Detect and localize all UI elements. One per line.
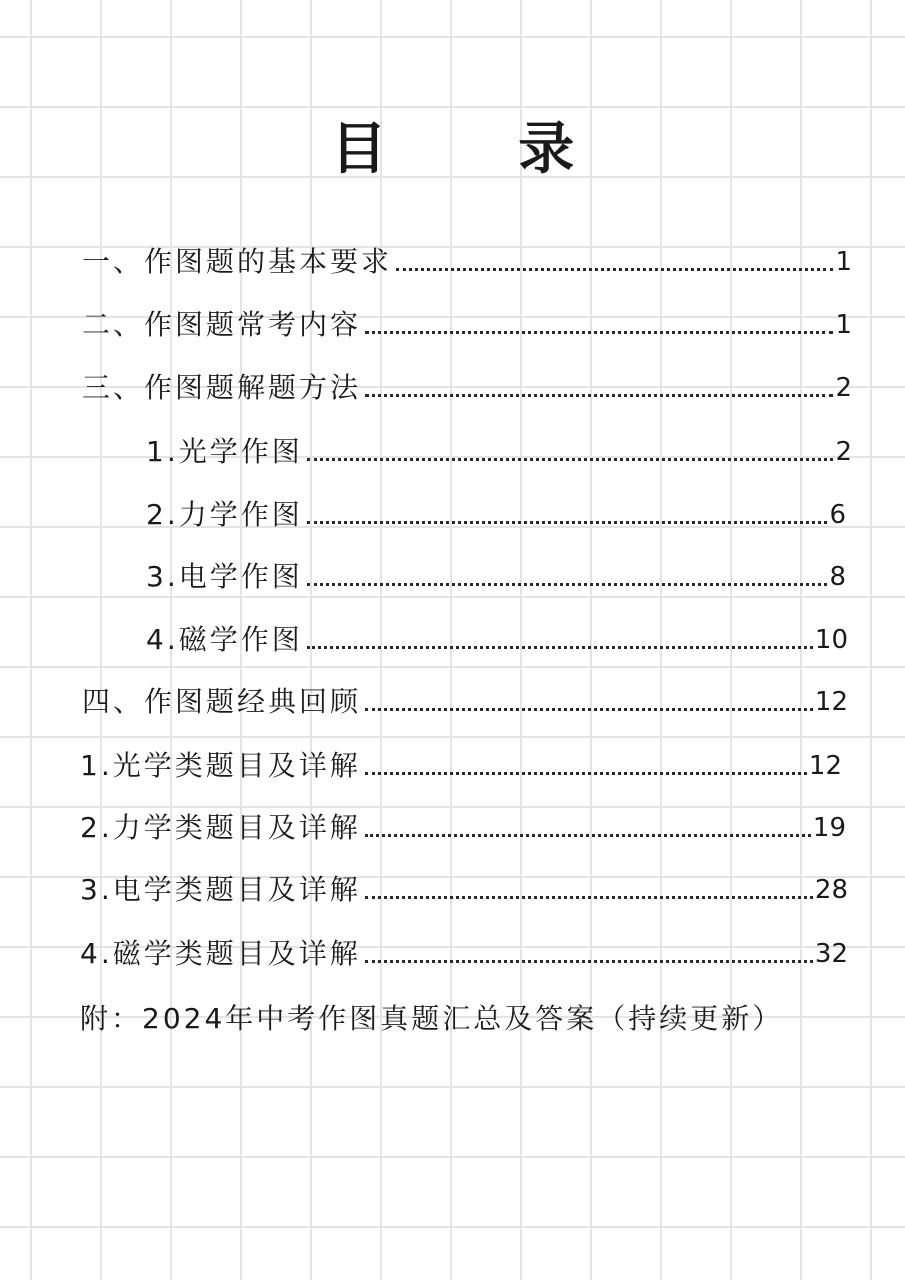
toc-entry[interactable] xyxy=(80,746,842,786)
toc-entry-label: 一、作图题的基本要求 xyxy=(82,245,393,278)
toc-entry[interactable] xyxy=(146,432,852,472)
dot-leader xyxy=(365,772,807,775)
toc-entry-label: 4.磁学作图 xyxy=(146,623,303,656)
dot-leader xyxy=(307,521,828,524)
toc-entry-label: 3.电学作图 xyxy=(146,560,303,593)
toc-entry-page: 2 xyxy=(835,373,852,403)
dot-leader xyxy=(365,834,811,837)
toc-entry-page: 12 xyxy=(808,751,842,781)
dot-leader xyxy=(307,646,813,649)
toc-entry[interactable] xyxy=(146,620,848,660)
toc-entry-page: 1 xyxy=(835,247,852,277)
dot-leader xyxy=(396,268,833,271)
page-title: 目 录 xyxy=(330,117,631,182)
toc-entry-page: 2 xyxy=(835,437,852,467)
toc-entry-label: 4.磁学类题目及详解 xyxy=(80,937,361,970)
toc-entry[interactable] xyxy=(146,495,846,535)
toc-entry-page: 28 xyxy=(814,875,848,905)
toc-entry[interactable] xyxy=(80,934,848,974)
toc-entry-page: 10 xyxy=(814,625,848,655)
toc-entry[interactable] xyxy=(82,305,852,345)
toc-entry-label: 2.力学类题目及详解 xyxy=(80,811,361,844)
toc-entry-page: 1 xyxy=(835,310,852,340)
dot-leader xyxy=(307,458,834,461)
toc-entry-page: 12 xyxy=(814,687,848,717)
toc-entry-label: 3.电学类题目及详解 xyxy=(80,873,361,906)
dot-leader xyxy=(307,583,828,586)
toc-entry[interactable] xyxy=(80,870,848,910)
appendix-entry[interactable]: 附：2024年中考作图真题汇总及答案（持续更新） xyxy=(80,1002,784,1035)
toc-entry-label: 1.光学作图 xyxy=(146,435,303,468)
toc-entry-page: 32 xyxy=(814,939,848,969)
toc-entry-label: 四、作图题经典回顾 xyxy=(82,685,362,718)
toc-entry-label: 三、作图题解题方法 xyxy=(82,371,362,404)
dot-leader xyxy=(365,331,833,334)
toc-entry-label: 2.力学作图 xyxy=(146,498,303,531)
toc-entry[interactable] xyxy=(146,557,846,597)
toc-entry-page: 6 xyxy=(829,500,846,530)
dot-leader xyxy=(365,960,813,963)
toc-entry-page: 8 xyxy=(829,562,846,592)
dot-leader xyxy=(365,394,833,397)
toc-entry-page: 19 xyxy=(812,813,846,843)
toc-entry[interactable] xyxy=(82,682,848,722)
toc-entry[interactable] xyxy=(82,242,852,282)
toc-entry-label: 1.光学类题目及详解 xyxy=(80,749,361,782)
toc-entry[interactable] xyxy=(82,368,852,408)
dot-leader xyxy=(365,896,813,899)
dot-leader xyxy=(365,708,813,711)
toc-entry[interactable] xyxy=(80,808,846,848)
toc-entry-label: 二、作图题常考内容 xyxy=(82,308,362,341)
